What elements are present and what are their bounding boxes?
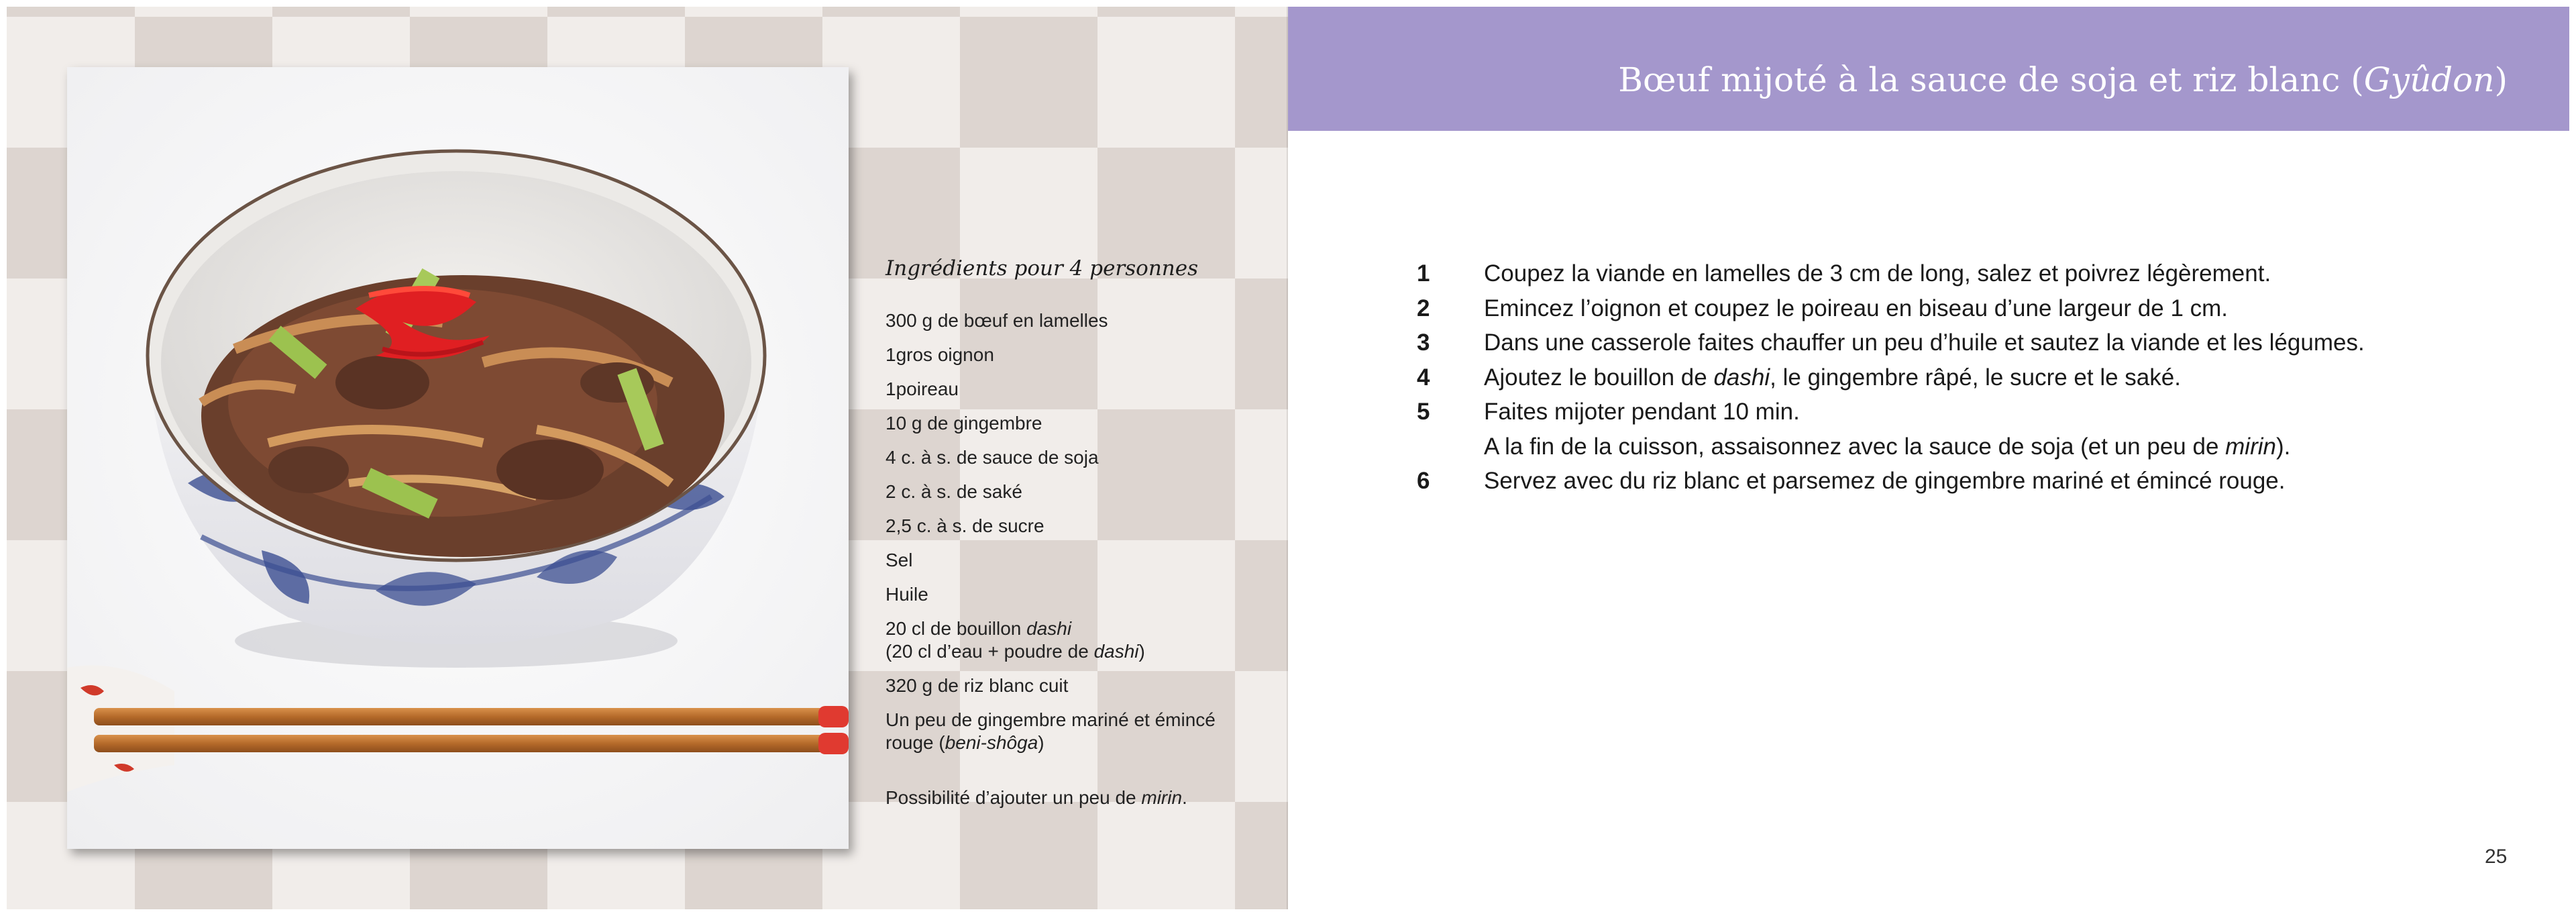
step-number xyxy=(1417,429,1484,464)
step-text: Faites mijoter pendant 10 min. xyxy=(1484,399,1800,425)
step-text: Coupez la viande en lamelles de 3 cm de long, salez et poivrez légèrement. xyxy=(1484,260,2271,287)
ingredients-list xyxy=(885,257,1268,809)
step-5 xyxy=(1417,395,2490,429)
page-number: 25 xyxy=(2485,846,2508,868)
step-6 xyxy=(1417,464,2490,499)
step-5-continued xyxy=(1417,429,2490,464)
ingredient-item-ginger: Un peu de gingembre mariné et émincé rouge (beni-shôga) xyxy=(885,709,1216,753)
step-number: 1 xyxy=(1417,260,1430,287)
recipe-title: Bœuf mijoté à la sauce de soja et riz blanc (Gyûdon) xyxy=(1618,60,2508,99)
ingredient-item: 4 c. à s. de sauce de soja xyxy=(885,447,1099,468)
ingredient-item: 2,5 c. à s. de sucre xyxy=(885,515,1044,536)
ingredients-heading: Ingrédients pour 4 personnes xyxy=(885,256,1198,281)
step-number: 4 xyxy=(1417,364,1430,391)
ingredient-item: 1gros oignon xyxy=(885,344,994,365)
step-number: 2 xyxy=(1417,295,1430,321)
right-page xyxy=(1288,7,2569,909)
step-number: 6 xyxy=(1417,468,1430,494)
ingredient-item: 1poireau xyxy=(885,378,959,399)
ingredient-item: 300 g de bœuf en lamelles xyxy=(885,310,1108,331)
step-4 xyxy=(1417,360,2490,395)
step-text: Dans une casserole faites chauffer un peu d’huile et sautez la viande et les légumes. xyxy=(1484,329,2365,356)
step-2 xyxy=(1417,291,2490,326)
left-page xyxy=(7,7,1288,909)
step-text: Emincez l’oignon et coupez le poireau en biseau d’une largeur de 1 cm. xyxy=(1484,295,2229,321)
step-text: Ajoutez le bouillon de dashi, le gingembre râpé, le sucre et le saké. xyxy=(1484,364,2181,391)
step-text: Servez avec du riz blanc et parsemez de gingembre mariné et émincé rouge. xyxy=(1484,468,2286,494)
step-text: A la fin de la cuisson, assaisonnez avec la sauce de soja (et un peu de mirin). xyxy=(1484,433,2291,460)
title-band xyxy=(1288,7,2569,131)
ingredient-item: 10 g de gingembre xyxy=(885,413,1042,434)
ingredient-item-dashi: 20 cl de bouillon dashi (20 cl d’eau + poudre de dashi) xyxy=(885,618,1145,662)
gyudon-photo xyxy=(67,67,849,849)
step-number: 5 xyxy=(1417,399,1430,425)
recipe-steps xyxy=(1417,256,2490,499)
ingredient-item: Huile xyxy=(885,584,928,605)
step-1 xyxy=(1417,256,2490,291)
step-3 xyxy=(1417,325,2490,360)
ingredient-item: 320 g de riz blanc cuit xyxy=(885,675,1069,696)
ingredient-note: Possibilité d’ajouter un peu de mirin. xyxy=(885,787,1187,808)
ingredient-item: 2 c. à s. de saké xyxy=(885,481,1022,502)
ingredient-item: Sel xyxy=(885,550,913,570)
step-number: 3 xyxy=(1417,329,1430,356)
